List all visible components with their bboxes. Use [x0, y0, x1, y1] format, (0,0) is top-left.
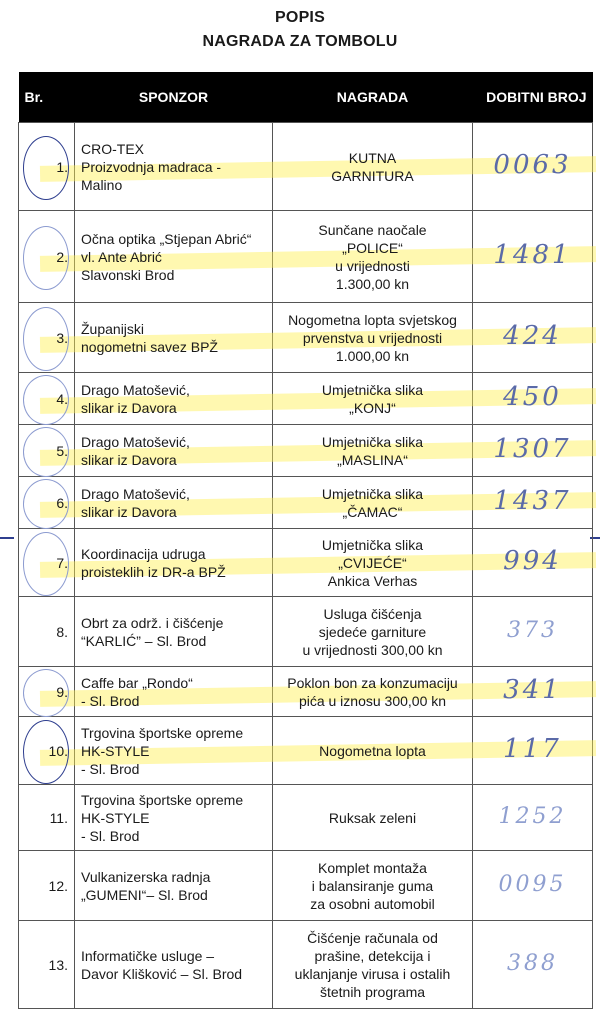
sponsor-line: vl. Ante Abrić [81, 248, 162, 265]
winning-number-cell [473, 921, 593, 1009]
prize-line: „MASLINA“ [337, 451, 408, 468]
winning-number-cell [473, 373, 593, 425]
sponsor-line: - Sl. Brod [81, 760, 140, 777]
prize-line: Nogometna lopta svjetskog [288, 311, 457, 328]
winning-number-cell [473, 211, 593, 303]
handwritten-winning-number: 1252 [498, 804, 567, 829]
table-row [19, 303, 593, 373]
sponsor-line: Vulkanizerska radnja [81, 868, 211, 885]
row-number-cell [19, 425, 75, 477]
sponsor-line: Malino [81, 176, 123, 193]
prize-line: Ruksak zeleni [328, 809, 417, 826]
header-number: Br. [19, 72, 75, 123]
prize-table [18, 72, 593, 1009]
prize-cell [273, 425, 473, 477]
prize-cell [273, 597, 473, 667]
winning-number-cell [473, 667, 593, 717]
sponsor-line: Davor Klišković – Sl. Brod [81, 965, 243, 982]
pen-mark-left [0, 537, 14, 539]
prize-line: GARNITURA [331, 167, 414, 184]
row-number-cell [19, 123, 75, 211]
handwritten-winning-number: 450 [503, 382, 562, 412]
prize-line: Nogometna lopta [319, 742, 426, 759]
row-number-cell [19, 597, 75, 667]
table-header-row [19, 72, 593, 123]
sponsor-line: slikar iz Davora [81, 399, 177, 416]
sponsor-line: Koordinacija udruga [81, 545, 206, 562]
sponsor-cell [75, 211, 273, 303]
row-number: 7. [56, 554, 68, 571]
row-number: 12. [48, 877, 68, 894]
row-number-cell [19, 667, 75, 717]
row-number-cell [19, 785, 75, 851]
sponsor-line: HK-STYLE [81, 809, 150, 826]
sponsor-cell [75, 717, 273, 785]
prize-cell [273, 785, 473, 851]
sponsor-line: Drago Matošević, [81, 381, 190, 398]
row-number: 5. [56, 442, 68, 459]
row-number: 9. [56, 683, 68, 700]
sponsor-line: „GUMENI“– Sl. Brod [81, 886, 208, 903]
prize-line: Ankica Verhas [327, 572, 418, 589]
sponsor-line: Informatičke usluge – [81, 947, 215, 964]
winning-number-cell [473, 529, 593, 597]
prize-line: prvenstva u vrijednosti [302, 329, 443, 346]
prize-line: „KONJ“ [349, 399, 396, 416]
header-sponsor: SPONZOR [75, 72, 273, 123]
table-body [19, 123, 593, 1009]
prize-cell [273, 667, 473, 717]
prize-line: Sunčane naočale [318, 221, 427, 238]
sponsor-cell [75, 597, 273, 667]
prize-cell [273, 851, 473, 921]
row-number: 1. [56, 158, 68, 175]
table-row [19, 477, 593, 529]
handwritten-winning-number: 424 [503, 321, 562, 351]
sponsor-line: Caffe bar „Rondo“ [81, 674, 193, 691]
row-number: 13. [48, 956, 68, 973]
sponsor-line: Očna optika „Stjepan Abrić“ [81, 230, 252, 247]
table-row [19, 851, 593, 921]
winning-number-cell [473, 477, 593, 529]
row-number-cell [19, 851, 75, 921]
handwritten-winning-number: 388 [507, 951, 558, 976]
document-title [0, 6, 600, 54]
sponsor-line: proisteklih iz DR-a BPŽ [81, 563, 226, 580]
table-row [19, 785, 593, 851]
sponsor-cell [75, 667, 273, 717]
table-row [19, 717, 593, 785]
table-row [19, 667, 593, 717]
prize-line: Čišćenje računala od [307, 929, 438, 946]
sponsor-cell [75, 529, 273, 597]
sponsor-line: slikar iz Davora [81, 503, 177, 520]
prize-line: Poklon bon za konzumaciju [287, 674, 458, 691]
prize-line: i balansiranje guma [311, 877, 434, 894]
sponsor-cell [75, 123, 273, 211]
sponsor-cell [75, 303, 273, 373]
row-number-cell [19, 303, 75, 373]
sponsor-cell [75, 921, 273, 1009]
prize-line: Umjetnička slika [321, 381, 424, 398]
prize-cell [273, 921, 473, 1009]
sponsor-cell [75, 851, 273, 921]
table-row [19, 597, 593, 667]
row-number-cell [19, 211, 75, 303]
prize-line: Komplet montaža [318, 859, 427, 876]
row-number-cell [19, 477, 75, 529]
prize-line: za osobni automobil [310, 895, 435, 912]
row-number: 8. [56, 623, 68, 640]
winning-number-cell [473, 425, 593, 477]
header-prize: NAGRADA [273, 72, 473, 123]
prize-line: pića u iznosu 300,00 kn [298, 692, 447, 709]
sponsor-line: Obrt za održ. i čišćenje [81, 614, 224, 631]
row-number: 4. [56, 390, 68, 407]
sponsor-cell [75, 425, 273, 477]
row-number-cell [19, 373, 75, 425]
sponsor-line: Trgovina športske opreme [81, 724, 244, 741]
prize-line: Usluga čišćenja [323, 605, 422, 622]
prize-cell [273, 529, 473, 597]
prize-line: Umjetnička slika [321, 536, 424, 553]
table-row [19, 921, 593, 1009]
winning-number-cell [473, 303, 593, 373]
sponsor-line: Proizvodnja madraca - [81, 158, 222, 175]
winning-number-cell [473, 717, 593, 785]
handwritten-winning-number: 1307 [493, 434, 572, 464]
prize-cell [273, 123, 473, 211]
handwritten-winning-number: 0095 [498, 872, 567, 897]
table-row [19, 529, 593, 597]
prize-line: 1.000,00 kn [335, 347, 410, 364]
row-number-cell [19, 717, 75, 785]
row-number-cell [19, 921, 75, 1009]
sponsor-line: Slavonski Brod [81, 266, 175, 283]
sponsor-line: slikar iz Davora [81, 451, 177, 468]
prize-cell [273, 373, 473, 425]
row-number: 11. [49, 809, 68, 826]
row-number: 2. [56, 248, 68, 265]
sponsor-line: Drago Matošević, [81, 433, 190, 450]
prize-line: 1.300,00 kn [335, 275, 410, 292]
sponsor-line: Županijski [81, 320, 145, 337]
sponsor-cell [75, 373, 273, 425]
handwritten-winning-number: 994 [503, 546, 562, 576]
sponsor-line: Drago Matošević, [81, 485, 190, 502]
sponsor-line: CRO-TEX [81, 140, 144, 157]
sponsor-line: - Sl. Brod [81, 827, 140, 844]
title-line-1: POPIS [275, 9, 325, 26]
sponsor-line: “KARLIĆ” – Sl. Brod [81, 632, 207, 649]
winning-number-cell [473, 597, 593, 667]
table-row [19, 123, 593, 211]
prize-line: u vrijednosti 300,00 kn [302, 641, 443, 658]
table-row [19, 425, 593, 477]
handwritten-winning-number: 1481 [493, 240, 572, 270]
prize-line: sjedeće garniture [318, 623, 427, 640]
prize-line: u vrijednosti [335, 257, 410, 274]
table-row [19, 373, 593, 425]
handwritten-winning-number: 373 [507, 618, 558, 643]
sponsor-cell [75, 477, 273, 529]
row-number: 3. [56, 329, 68, 346]
header-winning-number: DOBITNI BROJ [473, 72, 593, 123]
prize-line: štetnih programa [319, 983, 426, 1000]
prize-line: „CVIJEĆE“ [338, 554, 407, 571]
sponsor-cell [75, 785, 273, 851]
handwritten-winning-number: 341 [503, 675, 562, 705]
prize-cell [273, 211, 473, 303]
prize-line: „POLICE“ [342, 239, 403, 256]
prize-cell [273, 717, 473, 785]
handwritten-winning-number: 117 [503, 734, 562, 764]
handwritten-winning-number: 1437 [493, 486, 572, 516]
sponsor-line: HK-STYLE [81, 742, 150, 759]
prize-cell [273, 477, 473, 529]
prize-line: „ČAMAC“ [342, 503, 403, 520]
winning-number-cell [473, 123, 593, 211]
winning-number-cell [473, 785, 593, 851]
prize-line: Umjetnička slika [321, 433, 424, 450]
row-number-cell [19, 529, 75, 597]
prize-line: Umjetnička slika [321, 485, 424, 502]
prize-line: KUTNA [348, 149, 397, 166]
winning-number-cell [473, 851, 593, 921]
sponsor-line: nogometni savez BPŽ [81, 338, 218, 355]
prize-cell [273, 303, 473, 373]
prize-line: prašine, detekcija i [314, 947, 431, 964]
row-number: 10. [48, 742, 68, 759]
sponsor-line: Trgovina športske opreme [81, 791, 244, 808]
title-line-2: NAGRADA ZA TOMBOLU [202, 33, 398, 50]
table-row [19, 211, 593, 303]
row-number: 6. [56, 494, 68, 511]
prize-line: uklanjanje virusa i ostalih [294, 965, 451, 982]
handwritten-winning-number: 0063 [493, 150, 572, 180]
sponsor-line: - Sl. Brod [81, 692, 140, 709]
